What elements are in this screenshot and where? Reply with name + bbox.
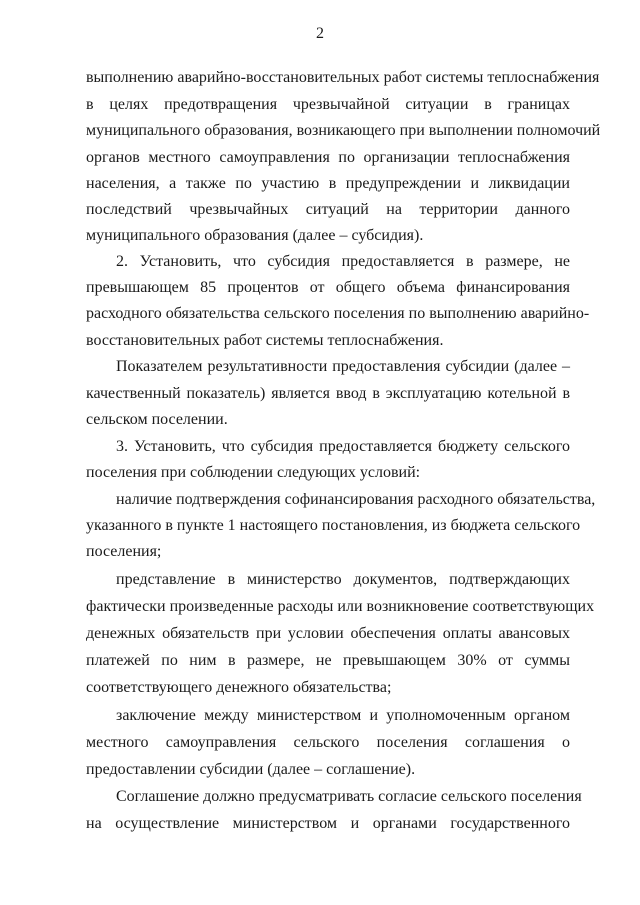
- text-line: населения, а также по участию в предупреждении и ликвидации: [86, 175, 570, 192]
- text-line: 2. Установить, что субсидия предоставляется в размере, не: [116, 253, 570, 270]
- text-line: предоставлении субсидии (далее – соглашение).: [86, 761, 416, 778]
- text-line: последствий чрезвычайных ситуаций на территории данного: [86, 201, 570, 218]
- text-line: наличие подтверждения софинансирования расходного обязательства,: [116, 491, 596, 508]
- text-line: муниципального образования, возникающего при выполнении полномочий: [86, 122, 601, 139]
- text-line: на осуществление министерством и органами государственного: [86, 815, 570, 832]
- text-line: превышающем 85 процентов от общего объема финансирования: [86, 279, 570, 296]
- text-line: платежей по ним в размере, не превышающем 30% от суммы: [86, 652, 570, 669]
- page-number: 2: [316, 25, 324, 42]
- text-line: органов местного самоуправления по организации теплоснабжения: [86, 149, 570, 166]
- text-line: расходного обязательства сельского поселения по выполнению аварийно-: [86, 305, 590, 322]
- text-line: поселения;: [86, 543, 162, 560]
- text-line: соответствующего денежного обязательства;: [86, 679, 392, 696]
- text-line: представление в министерство документов, подтверждающих: [116, 571, 570, 588]
- text-line: муниципального образования (далее – субсидия).: [86, 227, 424, 244]
- text-line: сельском поселении.: [86, 411, 228, 428]
- text-line: 3. Установить, что субсидия предоставляется бюджету сельского: [116, 438, 570, 455]
- text-line: восстановительных работ системы теплоснабжения.: [86, 332, 444, 349]
- text-line: местного самоуправления сельского поселения соглашения о: [86, 734, 570, 751]
- text-line: фактически произведенные расходы или возникновение соответствующих: [86, 598, 595, 615]
- text-line: выполнению аварийно-восстановительных работ системы теплоснабжения: [86, 69, 600, 86]
- text-line: качественный показатель) является ввод в эксплуатацию котельной в: [86, 385, 570, 402]
- text-line: Соглашение должно предусматривать согласие сельского поселения: [116, 788, 582, 805]
- text-line: поселения при соблюдении следующих условий:: [86, 464, 421, 481]
- text-line: в целях предотвращения чрезвычайной ситуации в границах: [86, 96, 570, 113]
- text-line: денежных обязательств при условии обеспечения оплаты авансовых: [86, 625, 570, 642]
- text-line: Показателем результативности предоставления субсидии (далее –: [116, 358, 570, 375]
- text-line: указанного в пункте 1 настоящего постановления, из бюджета сельского: [86, 517, 581, 534]
- text-line: заключение между министерством и уполномоченным органом: [116, 707, 570, 724]
